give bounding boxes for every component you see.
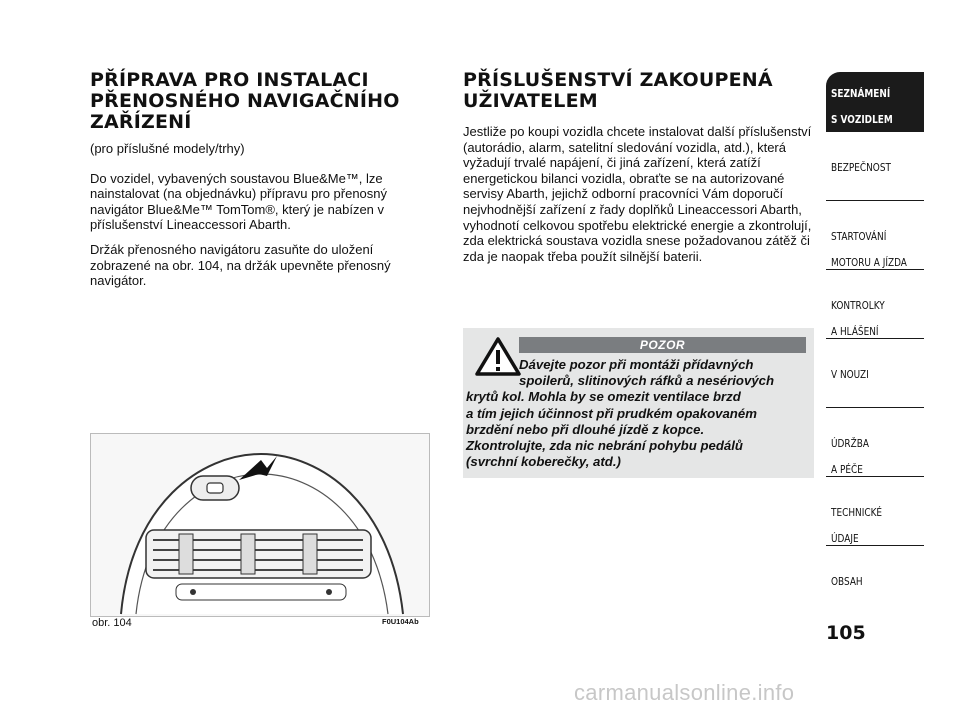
tab-bezpecnost[interactable] (826, 140, 924, 201)
right-column (463, 70, 813, 264)
tab-label-line: STARTOVÁNÍ (831, 231, 887, 243)
tab-label-line: KONTROLKY (831, 300, 885, 312)
tab-label: OBSAH (831, 576, 863, 588)
tab-startovani[interactable] (826, 209, 924, 270)
paragraph: Držák přenosného navigátoru zasuňte do uložení zobrazené na obr. 104, na držák upevněte přenosný navigátor. (90, 241, 391, 289)
tab-technicke[interactable] (826, 485, 924, 546)
tab-label: BEZPEČNOST (831, 162, 891, 174)
tab-label-line: S VOZIDLEM (831, 114, 893, 126)
tab-label (831, 300, 885, 339)
subtitle: (pro příslušné modely/trhy) (90, 141, 245, 156)
warning-line: Zkontrolujte, zda nic nebrání pohybu pedálů (466, 438, 743, 454)
tab-label-line: A PÉČE (831, 464, 863, 476)
tab-label (831, 88, 893, 127)
figure-illustration (90, 433, 430, 617)
tab-obsah[interactable] (826, 554, 924, 614)
watermark: carmanualsonline.info (574, 680, 795, 705)
heading-line: ZAŘÍZENÍ (90, 111, 192, 133)
warning-box (463, 328, 814, 478)
tab-label-line: ÚDAJE (831, 533, 859, 545)
dashboard-vent-illustration (91, 434, 429, 616)
tab-label-line: ÚDRŽBA (831, 438, 869, 450)
heading-line: PŘENOSNÉHO NAVIGAČNÍHO (90, 90, 400, 112)
tab-label-line: A HLÁŠENÍ (831, 326, 879, 338)
tab-label: V NOUZI (831, 369, 869, 381)
heading-line: PŘÍPRAVA PRO INSTALACI (90, 69, 369, 91)
page-number: 105 (826, 622, 866, 644)
warning-text (466, 357, 806, 470)
section-heading-accessories (463, 70, 813, 112)
heading-line: PŘÍSLUŠENSTVÍ ZAKOUPENÁ (463, 69, 773, 91)
warning-line: brzdění nebo při dlouhé jízdě z kopce. (466, 421, 705, 437)
figure-code: F0U104Ab (382, 617, 419, 626)
paragraph: Jestliže po koupi vozidla chcete instalovat další příslušenství (autorádio, alarm, satelitní sledování vozidla, atd.), která vyžadují trvalé napájení, či jiná zařízení, která zatíží energetickou bilanci vozidla, obraťte se na autorizované servisy Abarth, jejichž odborní pracovníci Vám doporučí nejvhodnější zařízení z řady doplňků Lineaccessori Abarth, vyhodnotí celkovou spotřebu elektrické energie a zkontrolují, zda elektrická soustava vozidla snese požadovanou zátěž či zda je naopak třeba použít silnější baterii. (463, 124, 812, 264)
paragraph: Do vozidel, vybavených soustavou Blue&Me™, lze nainstalovat (na objednávku) přípravu pro přenosný navigátor Blue&Me™ TomTom®, který je nabízen v příslušenství Lineaccessori Abarth. (90, 170, 388, 233)
warning-line: Dávejte pozor při montáži přídavných (519, 357, 754, 372)
figure-label: obr. 104 (92, 617, 132, 629)
chapter-sidebar (826, 72, 924, 622)
tab-label-line: TECHNICKÉ (831, 507, 883, 519)
tab-seznameni[interactable] (826, 72, 924, 132)
tab-v-nouzi[interactable] (826, 347, 924, 408)
warning-line: (svrchní koberečky, atd.) (466, 454, 621, 470)
tab-label (831, 231, 907, 270)
tab-kontrolky[interactable] (826, 278, 924, 339)
section-heading-navigation (90, 70, 428, 133)
left-column (90, 70, 428, 289)
warning-line: krytů kol. Mohla by se omezit ventilace brzd (466, 389, 741, 405)
warning-line: a tím jejich účinnost při prudkém opakovaném (466, 405, 757, 421)
tab-udrzba[interactable] (826, 416, 924, 477)
tab-label-line: SEZNÁMENÍ (831, 88, 891, 100)
heading-line: UŽIVATELEM (463, 90, 598, 112)
warning-line: spoilerů, slitinových ráfků a nesériových (519, 373, 775, 389)
warning-title: POZOR (519, 337, 806, 353)
tab-label-line: MOTORU A JÍZDA (831, 257, 907, 269)
tab-label (831, 507, 882, 546)
tab-label (831, 438, 869, 477)
